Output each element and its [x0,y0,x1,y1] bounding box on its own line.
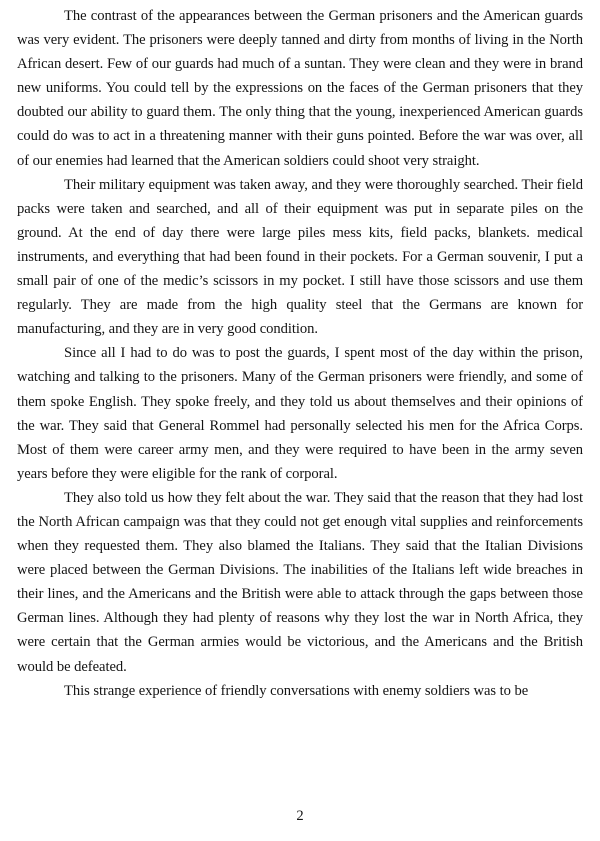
paragraph-4: They also told us how they felt about the war. They said that the reason that they had lost the North African campaign was that they could not get enough vital supplies and reinforcements when they requested them. They also blamed the Italians. They said that the Italian Divisions were placed between the German Divisions. The inabilities of the Italians left wide breaches in their lines, and the Americans and the British were able to attack through the gaps between those German lines. Although they had plenty of reasons why they lost the war in North Africa, they were certain that the German armies would be victorious, and the Americans and the British would be defeated. [17,489,583,675]
paragraph-2: Their military equipment was taken away, and they were thoroughly searched. Their field packs were taken and searched, and all of their equipment was put in separate piles on the ground. At the end of day there were large piles mess kits, field packs, blankets. medical instruments, and everything that had been found in their pockets. For a German souvenir, I put a small pair of one of the medic’s scissors in my pocket. I still have those scissors and use them regularly. They are made from the high quality steel that the Germans are known for manufacturing, and they are in very good condition. [17,176,583,338]
paragraph-1: The contrast of the appearances between the German prisoners and the American guards was very evident. The prisoners were deeply tanned and dirty from months of living in the North African desert. Few of our guards had much of a suntan. They were clean and they were in brand new uniforms. You could tell by the expressions on the faces of the German prisoners that they doubted our ability to guard them. The only thing that the young, inexperienced American guards could do was to act in a threatening manner with their guns pointed. Before the war was over, all of our enemies had learned that the American soldiers could shoot very straight. [17,8,583,169]
paragraph-5: This strange experience of friendly conversations with enemy soldiers was to be [64,682,529,699]
paragraph-3: Since all I had to do was to post the guards, I spent most of the day within the prison, watching and talking to the prisoners. Many of the German prisoners were friendly, and some of them spoke English. They spoke freely, and they told us about themselves and their opinions of the war. They said that General Rommel had personally selected his men for the Africa Corps. Most of them were career army men, and they were required to have been in the army seven years before they were eligible for the rank of corporal. [17,345,583,482]
body-text [17,4,583,703]
page-number: 2 [296,808,304,824]
